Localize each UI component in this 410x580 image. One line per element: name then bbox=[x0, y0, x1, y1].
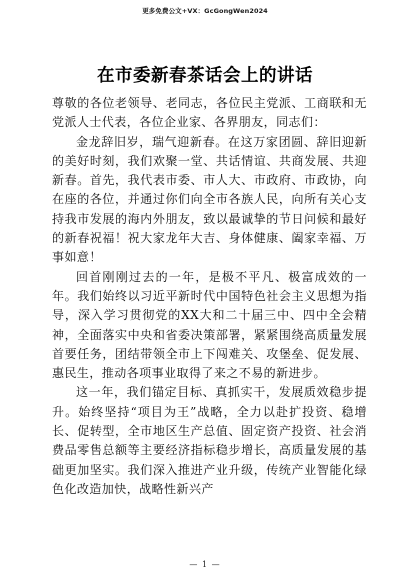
body-paragraph: 回首刚刚过去的一年，是极不平凡、极富成效的一年。我们始终以习近平新时代中国特色社会主义思想为指导，深入学习贯彻党的XX大和二十届三中、四中全会精神，全面落实中央和省委决策部署，紧紧围绕高质量发展首要任务，团结带领全市上下闯难关、攻堡垒、促发展、惠民生，推动各项事业取得了来之不易的新进步。 bbox=[52, 269, 367, 381]
page-number: — 1 — bbox=[189, 560, 221, 569]
salutation-paragraph: 尊敬的各位老领导、老同志，各位民主党派、工商联和无党派人士代表，各位企业家、各界朋友，同志们： bbox=[52, 96, 367, 130]
header-note: 更多免费公文+VX：GcGongWen2024 bbox=[142, 7, 268, 15]
body-paragraph: 金龙辞旧岁，瑞气迎新春。在这万家团圆、辞旧迎新的美好时刻，我们欢聚一堂、共话情谊、共商发展、共迎新春。首先，我代表市委、市人大、市政府、市政协，向在座的各位，并通过你们向全市各族人民，向所有关心支持我市发展的海内外朋友，致以最诚挚的节日问候和最好的新春祝福！祝大家龙年大吉、身体健康、阖家幸福、万事如意！ bbox=[52, 134, 367, 265]
document-title: 在市委新春茶话会上的讲话 bbox=[97, 66, 313, 86]
body-paragraph: 这一年，我们锚定目标、真抓实干，发展质效稳步提升。始终坚持“项目为王”战略，全力以赴扩投资、稳增长、促转型，全市地区生产总值、固定资产投资、社会消费品零售总额等主要经济指标稳步增长，高质量发展的基础更加坚实。我们深入推进产业升级，传统产业智能化绿色化改造加快，战略性新兴产 bbox=[52, 385, 367, 496]
document-body bbox=[52, 94, 367, 499]
